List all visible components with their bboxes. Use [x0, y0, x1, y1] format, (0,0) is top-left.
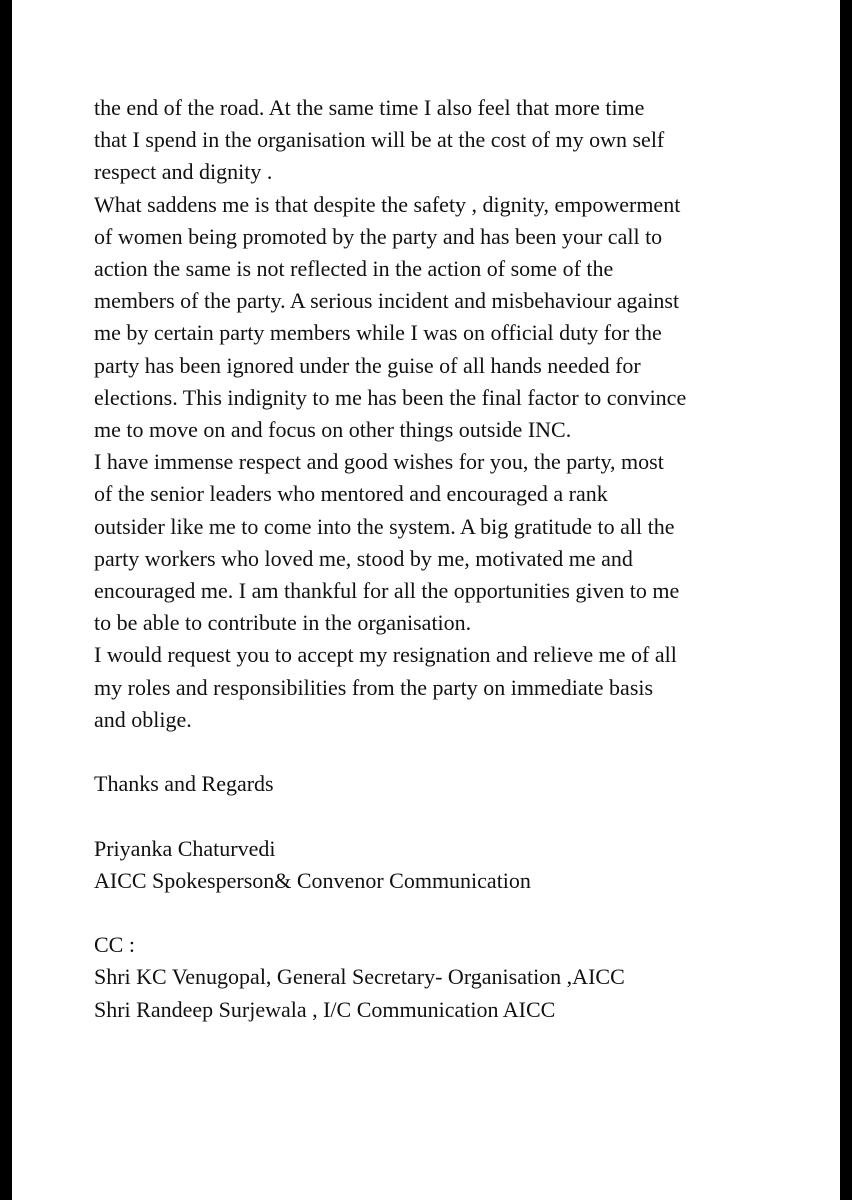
body-line: party workers who loved me, stood by me, motivated me and [94, 545, 633, 571]
cc-recipient: Shri KC Venugopal, General Secretary- Organisation ,AICC [94, 964, 625, 990]
body-line: action the same is not reflected in the action of some of the [94, 256, 614, 282]
spacer [94, 897, 774, 929]
letter-text [94, 92, 774, 1026]
signature-name: Priyanka Chaturvedi [94, 835, 276, 861]
body-line: respect and dignity . [94, 159, 273, 185]
cc-recipient: Shri Randeep Surjewala , I/C Communication AICC [94, 996, 556, 1022]
body-line: I would request you to accept my resignation and relieve me of all [94, 642, 677, 668]
body-line: of the senior leaders who mentored and encouraged a rank [94, 481, 608, 507]
body-line: What saddens me is that despite the safety , dignity, empowerment [94, 191, 681, 217]
body-line: encouraged me. I am thankful for all the opportunities given to me [94, 578, 680, 604]
signature-title: AICC Spokesperson& Convenor Communication [94, 867, 531, 893]
body-line: I have immense respect and good wishes for you, the party, most [94, 449, 664, 475]
body-line: elections. This indignity to me has been the final factor to convince [94, 384, 687, 410]
letter-body [94, 92, 774, 736]
spacer [94, 736, 774, 768]
body-line: members of the party. A serious incident and misbehaviour against [94, 288, 680, 314]
body-line: me by certain party members while I was on official duty for the [94, 320, 662, 346]
document-page [12, 0, 840, 1200]
body-line: party has been ignored under the guise of all hands needed for [94, 352, 641, 378]
closing-text: Thanks and Regards [94, 771, 274, 797]
body-line: of women being promoted by the party and has been your call to [94, 223, 663, 249]
body-line: the end of the road. At the same time I also feel that more time [94, 95, 645, 120]
cc-label: CC : [94, 932, 135, 958]
body-line: that I spend in the organisation will be at the cost of my own self [94, 127, 665, 153]
body-line: outsider like me to come into the system. A big gratitude to all the [94, 513, 675, 539]
body-line: me to move on and focus on other things outside INC. [94, 417, 572, 443]
spacer [94, 800, 774, 832]
body-line: my roles and responsibilities from the party on immediate basis [94, 674, 654, 700]
body-line: to be able to contribute in the organisation. [94, 610, 472, 636]
body-line: and oblige. [94, 706, 192, 732]
